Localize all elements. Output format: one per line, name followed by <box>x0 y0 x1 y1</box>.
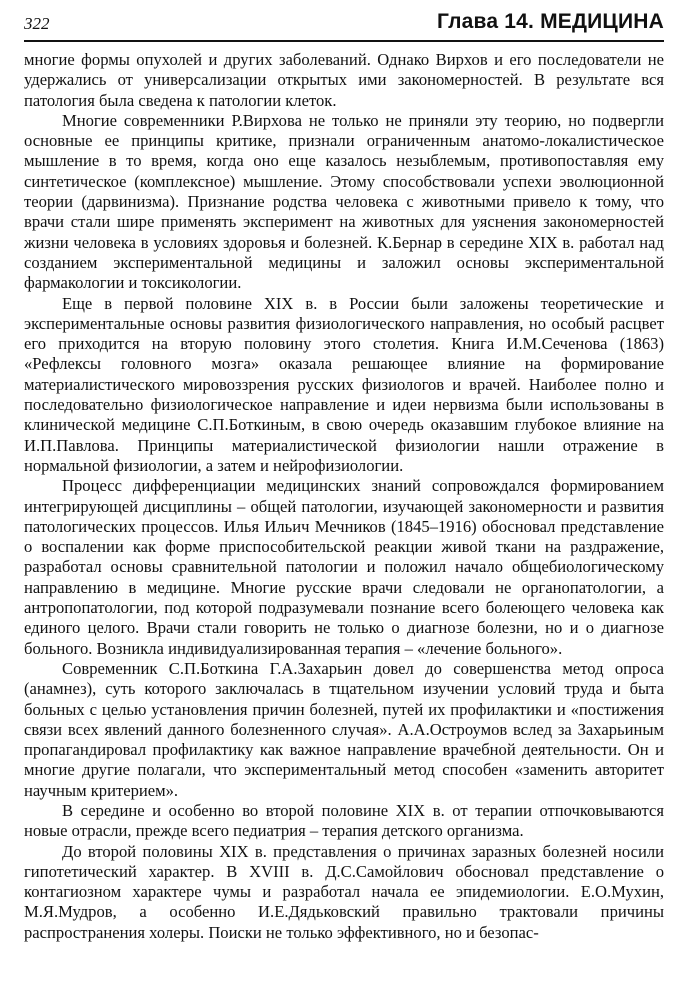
page-number: 322 <box>24 14 50 33</box>
paragraph-physiology-russia: Еще в первой половине XIX в. в России были заложены теоретические и экспериментальные основы развития физиологического направления, но особый расцвет его приходится на вторую половину этого столетия. Книга И.М.Сеченова (1863) «Рефлексы головного мозга» оказала решающее влияние на формирование материалистического мировоззрения русских физиологов и врачей. Наиболее полно и последовательно физиологическое направление и идеи нервизма были использованы в клинической медицине С.П.Боткиным, в свою очередь оказавшим глубокое влияние на И.П.Павлова. Принципы материалистической физиологии нашли отражение в нормальной физиологии, а затем и нейрофизиологии. <box>24 293 664 475</box>
book-page <box>24 10 664 990</box>
paragraph-general-pathology: Процесс дифференциации медицинских знаний сопровождался формированием интегрирующей дисциплины – общей патологии, изучающей закономерности и развития патологических процессов. Илья Ильич Мечников (1845–1916) обосновал представление о воспалении как форме приспособительской реакции живой ткани на раздражение, разработал основы сравнительной патологии и положил начало общебиологическому направлению в медицине. Многие русские врачи следовали не органопатологии, а антропопатологии, под которой подразумевали познание всего болеющего человека как единого целого. Врачи стали говорить не только о диагнозе болезни, но и о диагнозе больного. Возникла индивидуализированная терапия – «лечение больного». <box>24 476 664 658</box>
paragraph-zakharyin: Современник С.П.Боткина Г.А.Захарьин довел до совершенства метод опроса (анамнез), суть которого заключалась в тщательном изучении условий труда и быта больных с целью установления причин болезней, путей их профилактики и «постижения связи всех явлений данного болезненного случая». А.А.Остроумов вслед за Захарьиным пропагандировал профилактику как важное направление врачебной деятельности. Он и многие другие полагали, что экспериментальный метод способен «заменить авторитет научным критерием». <box>24 658 664 800</box>
paragraph-infectious-diseases: До второй половины XIX в. представления о причинах заразных болезней носили гипотетический характер. В XVIII в. Д.С.Самойлович обосновал представление о контагиозном характере чумы и разработал начала ее эпидемиологии. Е.О.Мухин, М.Я.Мудров, а особенно И.Е.Дядьковский правильно трактовали причины распространения холеры. Поиски не только эффективного, но и безопас- <box>24 841 664 942</box>
paragraph-continuation: многие формы опухолей и других заболеваний. Однако Вирхов и его последователи не удержались от универсализации открытых ими закономерностей. В результате вся патология была сведена к патологии клеток. <box>24 50 664 110</box>
paragraph-pediatrics: В середине и особенно во второй половине XIX в. от терапии отпочковываются новые отрасли, прежде всего педиатрия – терапия детского организма. <box>24 800 664 841</box>
chapter-title: Глава 14. МЕДИЦИНА <box>437 10 664 33</box>
paragraph-virchow-critics: Многие современники Р.Вирхова не только не приняли эту теорию, но подвергли основные ее принципы критике, признали ограниченным анатомо-локалистическое мышление в то время, когда оно еще казалось незыблемым, противопоставляя ему синтетическое (комплексное) мышление. Этому способствовали успехи эволюционной теории (дарвинизма). Признание родства человека с животными привело к тому, что врачи стали шире применять эксперимент на животных для уяснения закономерностей жизни человека в условиях здоровья и болезней. К.Бернар в середине XIX в. работал над созданием экспериментальной медицины и заложил основы экспериментальной фармакологии и токсикологии. <box>24 110 664 293</box>
body-text <box>24 50 664 943</box>
running-header <box>24 10 664 42</box>
